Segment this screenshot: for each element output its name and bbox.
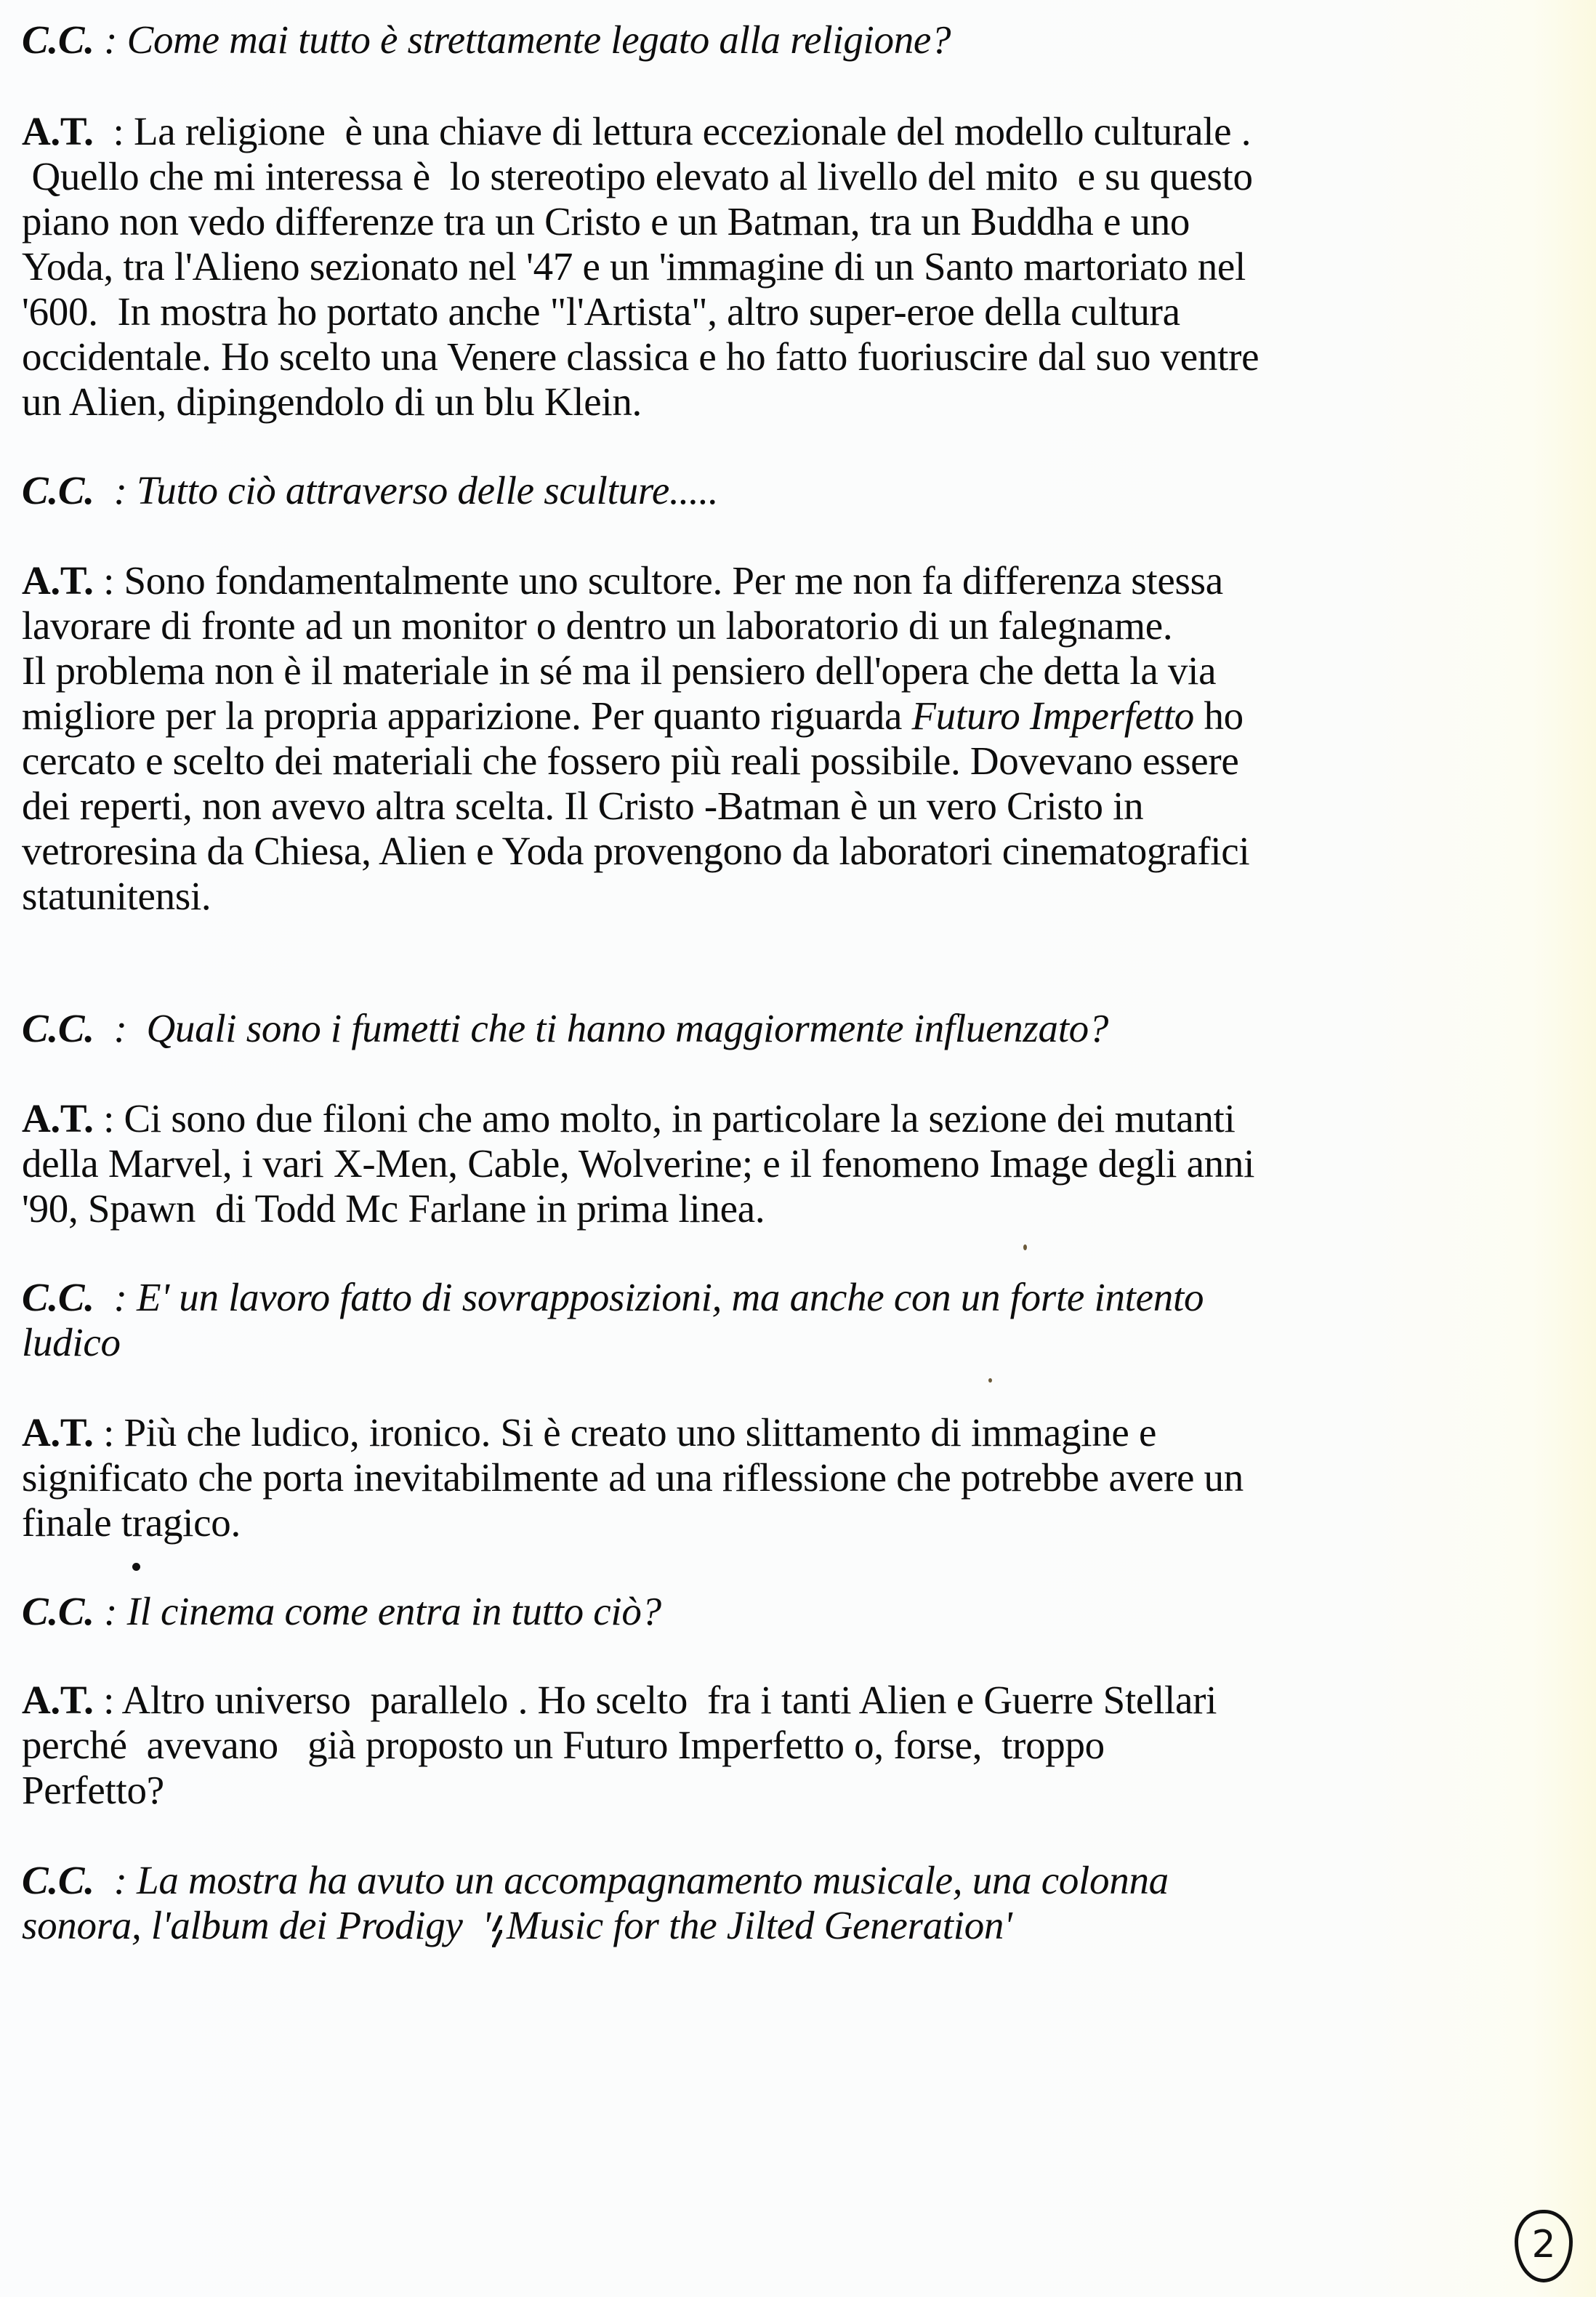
- speaker-label: C.C.: [22, 17, 94, 62]
- speaker-label: C.C.: [22, 1858, 94, 1902]
- ink-mark-icon: [492, 1915, 502, 1947]
- separator: :: [93, 1096, 124, 1141]
- paper-speck: [1023, 1244, 1027, 1250]
- separator: :: [94, 1006, 147, 1050]
- answer-text: La religione è una chiave di lettura eccezionale del modello culturale .: [133, 109, 1252, 153]
- speaker-label: A.T.: [22, 109, 94, 153]
- question-line: [22, 1589, 661, 1634]
- speaker-label: A.T.: [22, 1410, 94, 1455]
- answer-line: lavorare di fronte ad un monitor o dentro un laboratorio di un falegname.: [22, 603, 1173, 648]
- exhibition-title: Futuro Imperfetto: [911, 693, 1195, 738]
- answer-line: occidentale. Ho scelto una Venere classica e ho fatto fuoriuscire dal suo ventre: [22, 334, 1260, 379]
- separator: :: [93, 109, 134, 153]
- answer-line: piano non vedo differenze tra un Cristo e un Batman, tra un Buddha e uno: [22, 199, 1190, 244]
- question-text: E' un lavoro fatto di sovrapposizioni, ma anche con un forte intento: [137, 1275, 1204, 1319]
- answer-text: migliore per la propria apparizione. Per quanto riguarda: [22, 693, 912, 738]
- answer-text: Sono fondamentalmente uno scultore. Per me non fa differenza stessa: [124, 558, 1223, 603]
- separator: :: [94, 17, 127, 62]
- answer-line: [22, 1096, 1236, 1141]
- question-line: [22, 1858, 1169, 1903]
- answer-line: Yoda, tra l'Alieno sezionato nel '47 e un 'immagine di un Santo martoriato nel: [22, 244, 1246, 289]
- question-text: La mostra ha avuto un accompagnamento musicale, una colonna: [137, 1858, 1169, 1902]
- speaker-label: C.C.: [22, 1006, 94, 1050]
- answer-line: [22, 558, 1223, 603]
- answer-line: statunitensi.: [22, 874, 211, 918]
- question-line: [22, 1006, 1108, 1051]
- question-text: sonora, l'album dei Prodigy ': [22, 1903, 491, 1947]
- question-line: [22, 1275, 1204, 1320]
- answer-line: perché avevano già proposto un Futuro Imperfetto o, forse, troppo: [22, 1723, 1105, 1767]
- speaker-label: A.T.: [22, 1096, 94, 1141]
- question-line: [22, 17, 951, 63]
- answer-text: Più che ludico, ironico. Si è creato uno slittamento di immagine e: [124, 1410, 1157, 1455]
- speaker-label: C.C.: [22, 1275, 94, 1319]
- separator: :: [94, 1858, 137, 1902]
- question-text: Come mai tutto è strettamente legato alla religione?: [126, 17, 951, 62]
- answer-line: dei reperti, non avevo altra scelta. Il Cristo -Batman è un vero Cristo in: [22, 784, 1144, 828]
- question-line: ludico: [22, 1320, 121, 1364]
- answer-line: cercato e scelto dei materiali che fossero più reali possibile. Dovevano essere: [22, 739, 1239, 783]
- question-line: [22, 468, 718, 513]
- question-text: Quali sono i fumetti che ti hanno maggiormente influenzato?: [146, 1006, 1109, 1050]
- question-line: [22, 1903, 1012, 1948]
- answer-text: Altro universo parallelo . Ho scelto fra i tanti Alien e Guerre Stellari: [121, 1678, 1217, 1722]
- answer-line: della Marvel, i vari X-Men, Cable, Wolverine; e il fenomeno Image degli anni: [22, 1141, 1255, 1186]
- answer-line: finale tragico.: [22, 1500, 241, 1545]
- answer-line: un Alien, dipingendolo di un blu Klein.: [22, 379, 642, 424]
- album-title: Music for the Jilted Generation': [506, 1903, 1012, 1947]
- separator: :: [94, 1589, 127, 1633]
- speaker-label: A.T.: [22, 1678, 94, 1722]
- answer-line: [22, 109, 1251, 154]
- answer-line: '600. In mostra ho portato anche "l'Artista", altro super-eroe della cultura: [22, 289, 1180, 334]
- answer-line: Perfetto?: [22, 1768, 164, 1812]
- answer-line: significato che porta inevitabilmente ad una riflessione che potrebbe avere un: [22, 1455, 1244, 1500]
- speaker-label: C.C.: [22, 468, 94, 512]
- answer-line: '90, Spawn di Todd Mc Farlane in prima linea.: [22, 1186, 765, 1231]
- question-text: Tutto ciò attraverso delle sculture.....: [137, 468, 719, 512]
- page-number: 2: [1515, 2210, 1573, 2282]
- answer-text: Ci sono due filoni che amo molto, in particolare la sezione dei mutanti: [124, 1096, 1236, 1141]
- separator: :: [94, 1275, 137, 1319]
- answer-line: Quello che mi interessa è lo stereotipo elevato al livello del mito e su questo: [22, 154, 1253, 198]
- separator: :: [94, 468, 137, 512]
- ink-dot: [132, 1563, 140, 1571]
- answer-line: [22, 1678, 1217, 1723]
- answer-line: [22, 1410, 1156, 1455]
- separator: :: [93, 558, 124, 603]
- paper-speck: [988, 1378, 992, 1383]
- speaker-label: A.T.: [22, 558, 94, 603]
- answer-line: vetroresina da Chiesa, Alien e Yoda provengono da laboratori cinematografici: [22, 829, 1250, 873]
- separator: :: [93, 1678, 122, 1722]
- speaker-label: C.C.: [22, 1589, 94, 1633]
- answer-text: ho: [1194, 693, 1244, 738]
- question-text: Il cinema come entra in tutto ciò?: [126, 1589, 661, 1633]
- answer-line: [22, 693, 1244, 739]
- answer-line: Il problema non è il materiale in sé ma il pensiero dell'opera che detta la via: [22, 648, 1217, 693]
- separator: :: [93, 1410, 124, 1455]
